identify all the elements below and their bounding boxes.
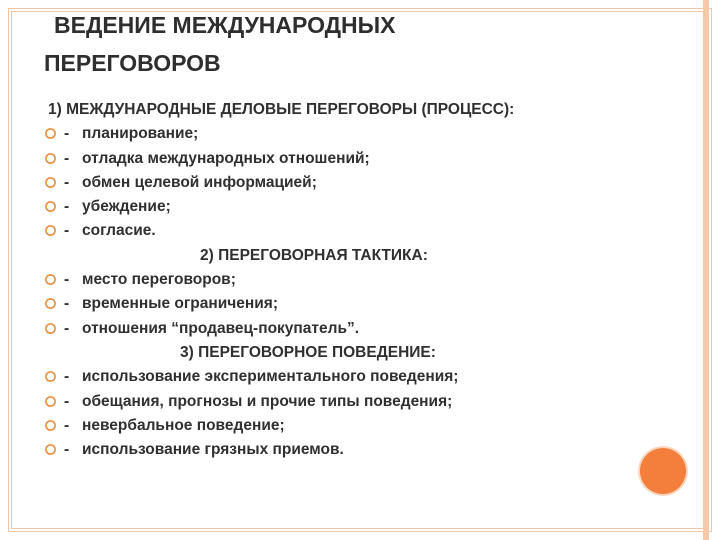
heading-1-text: 1) МЕЖДУНАРОДНЫЕ ДЕЛОВЫЕ ПЕРЕГОВОРЫ (ПРОЦЕСС):	[48, 101, 515, 118]
hollow-circle-icon	[44, 322, 57, 335]
hollow-circle-icon	[44, 419, 57, 432]
list-item	[44, 147, 704, 171]
title-line-2: ПЕРЕГОВОРОВ	[44, 50, 221, 76]
list-item	[44, 171, 704, 195]
section-heading-2	[44, 244, 704, 268]
list-item	[44, 122, 704, 146]
item-text: место переговоров;	[82, 271, 236, 289]
heading-3-text: 3) ПЕРЕГОВОРНОЕ ПОВЕДЕНИЕ:	[180, 343, 436, 361]
hollow-circle-icon	[44, 443, 57, 456]
list-item	[44, 390, 704, 414]
item-text: обмен целевой информацией;	[82, 173, 317, 191]
item-text: планирование;	[82, 125, 199, 143]
heading-2-text: 2) ПЕРЕГОВОРНАЯ ТАКТИКА:	[200, 246, 428, 264]
list-item	[44, 317, 704, 341]
item-text: использование экспериментального поведения;	[82, 368, 459, 386]
list-item	[44, 219, 704, 243]
item-text: отношения “продавец-покупатель”.	[82, 319, 360, 337]
list-item	[44, 365, 704, 389]
hollow-circle-icon	[44, 127, 57, 140]
dash-marker: -	[64, 222, 70, 240]
dash-marker: -	[64, 271, 70, 289]
hollow-circle-icon	[44, 273, 57, 286]
dash-marker: -	[64, 441, 70, 459]
item-text: отладка международных отношений;	[82, 149, 370, 167]
title-line-1: ВЕДЕНИЕ МЕЖДУНАРОДНЫХ	[54, 12, 396, 38]
hollow-circle-icon	[44, 176, 57, 189]
hollow-circle-icon	[44, 200, 57, 213]
list-item	[44, 438, 704, 462]
hollow-circle-icon	[44, 297, 57, 310]
decorative-orange-circle	[640, 448, 686, 494]
hollow-circle-icon	[44, 370, 57, 383]
slide-title	[44, 6, 684, 82]
hollow-circle-icon	[44, 224, 57, 237]
hollow-circle-icon	[44, 395, 57, 408]
item-text: обещания, прогнозы и прочие типы поведения;	[82, 392, 453, 410]
dash-marker: -	[64, 319, 70, 337]
list-item	[44, 414, 704, 438]
dash-marker: -	[64, 368, 70, 386]
content-list	[44, 98, 704, 462]
item-text: невербальное поведение;	[82, 416, 285, 434]
list-item	[44, 292, 704, 316]
list-item	[44, 195, 704, 219]
dash-marker: -	[64, 198, 70, 216]
dash-marker: -	[64, 392, 70, 410]
section-heading-1	[44, 98, 704, 122]
dash-marker: -	[64, 149, 70, 167]
dash-marker: -	[64, 295, 70, 313]
item-text: использование грязных приемов.	[82, 441, 344, 459]
dash-marker: -	[64, 416, 70, 434]
item-text: убеждение;	[82, 198, 171, 216]
dash-marker: -	[64, 125, 70, 143]
item-text: временные ограничения;	[82, 295, 279, 313]
hollow-circle-icon	[44, 152, 57, 165]
list-item	[44, 268, 704, 292]
section-heading-3	[44, 341, 704, 365]
dash-marker: -	[64, 173, 70, 191]
item-text: согласие.	[82, 222, 156, 240]
